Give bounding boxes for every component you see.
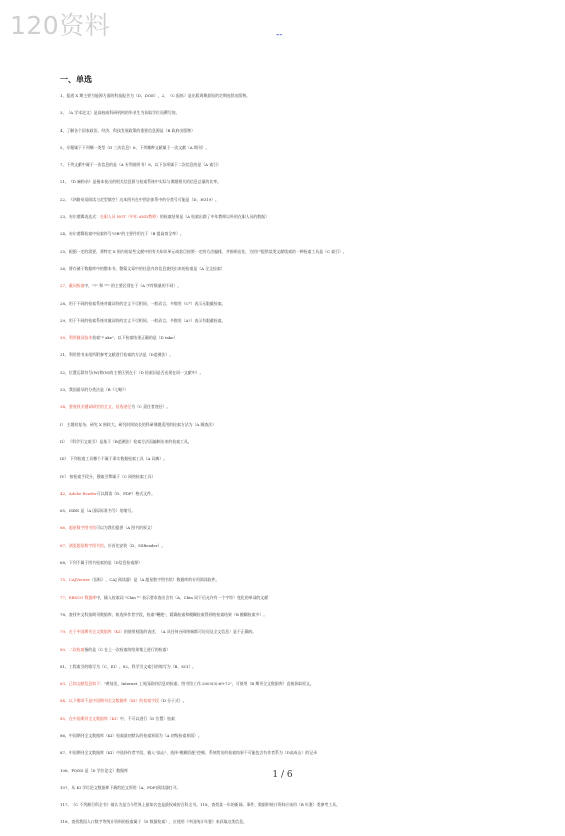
question-text: I） 主题较复杂，研究 X 围较大，研究时间较长的科研课题适用的检索方法为（A 顺查法） [60, 421, 217, 427]
question-text: 指的是（C 在上一次检索的结果集上进行的检索） [84, 646, 171, 652]
question-line [60, 680, 510, 697]
question-line [60, 524, 510, 541]
question-text: 22、《四路英语阅读与定型填空》这本图书在中图法体系中的分类号可能是（D、H319）。 [60, 196, 219, 202]
question-line [60, 248, 510, 265]
question-line [60, 421, 510, 438]
question-line [60, 178, 510, 195]
question-line [60, 732, 510, 749]
question-text: 24、布尔逻辑检索中检索符号"OR"的主要作用在于（B 提高查全率）。 [60, 231, 184, 237]
question-line [60, 127, 510, 144]
question-line [60, 697, 510, 714]
question-list [60, 92, 510, 836]
question-line [60, 438, 510, 455]
question-line [60, 351, 510, 368]
question-text: （D 分子式）。 [158, 698, 187, 704]
question-line [60, 715, 510, 732]
question-line [60, 455, 510, 472]
highlighted-text: 84、以下哪项不是中国期刊全文数据库（KI）的检索字段 [60, 698, 159, 704]
question-text: 可以阅读（D、PDF）格式文件。 [96, 490, 155, 496]
question-line [60, 473, 510, 490]
question-text: 65、ISBN 是（A 国际标准书号）的缩写。 [60, 508, 136, 514]
question-text: 28、用于不同的检索系统对截词符的定义不尽相同，一般而言，多数用（C*）表示无限截检索。 [60, 300, 226, 306]
question-line [60, 369, 510, 386]
question-text: 118、查找我国人口数字等统计资料的检索属于（D 数据检索），应使用《中国统计年鉴》来获取这类信息。 [60, 819, 247, 825]
question-text: 107、从 KI 学位论文数据库下载的论文须用（A、PDF)阅读器打开。 [60, 784, 181, 790]
question-line [60, 542, 510, 559]
highlighted-text: 83、已知文献信息如下 [60, 681, 100, 687]
question-text: II） 《科学引文索引》是基于《B追溯法》检索方法而编制出来的检索工具。 [60, 438, 192, 444]
question-text: 78、查找中文科技期刊数据库，如选择作者字段，检索"鞭炮"，精确检索和模糊检索得到的检索结果（B 模糊检索多）。 [60, 611, 268, 617]
question-text: 中，"?" 和 "*" 的主要区别在于（A 字符数量的不同）。 [84, 283, 182, 289]
highlighted-text: 77、EBSCO 数据库 [60, 594, 97, 600]
question-text: 4、了解各个国家政治、经济、科技发展政策的重要信息源是（B 政府出版物） [60, 127, 195, 133]
question-line [60, 230, 510, 247]
question-line [60, 282, 510, 299]
question-text: 3、（A 学术论文）是高校或科研机构的毕业生为获取学位而撰写的。 [60, 110, 180, 116]
highlighted-text: 66、超星数字图书馆 [60, 525, 97, 531]
question-line [60, 213, 510, 230]
question-line [60, 317, 510, 334]
question-line [60, 490, 510, 507]
highlighted-text: 30、利用截词技术 [60, 335, 93, 341]
question-line [60, 507, 510, 524]
highlighted-text: 42、Adobe Reader [60, 490, 97, 496]
question-text: 81、工程索引的缩写为（C、EI）。82、科学引文索引的缩写为（B、SCI）。 [60, 663, 197, 669]
question-text: 32、位置运算符号(W)和(N)的主要区别在于（D 检索词是否出现在同一文献中）。 [60, 369, 204, 375]
question-line [60, 300, 510, 317]
question-text: 68、下列不属于图书检索的是（D信息检索源） [60, 560, 142, 566]
question-text: 检索"? ake"，以下检索结果正确的是（D take） [92, 335, 178, 341]
question-text: 86、中国期刊全文数据库（KI）检索最初默认的检索界面为（A 初级检索界面）。 [60, 732, 202, 738]
question-line [60, 403, 510, 420]
highlighted-text: 34、要查找关键词研究的全文，首选途径 [60, 404, 132, 410]
question-line [60, 92, 510, 109]
question-text: 23、布尔逻辑表达式： [60, 214, 100, 220]
question-line [60, 196, 510, 213]
question-text: 106、PQDD 是（D 学位论文）数据库 [60, 767, 128, 773]
question-text: （国标）、CAJ 阅读器）是（A 超星数字图书馆）数据库的专用阅读软件。 [89, 577, 220, 583]
question-line [60, 628, 510, 645]
highlighted-text: 80、二次检索 [60, 646, 85, 652]
question-text: 117、《C 不列颠百科全书》被认为是当今世界上最知名也是最权威的百科全书。118、查找某一年的新闻、事件、数据和统计资料应该用（B 年鉴）类参考工具。 [60, 802, 340, 808]
question-text: 21、《D 麻粉杂》是指本检出的相关信息源与检索系统中实际与课题相关的信息总量的比率。 [60, 179, 222, 185]
question-line [60, 749, 510, 766]
question-line [60, 784, 510, 801]
question-text: 的使用权限的表述，（A 从任何台网络端都可访问及全文信息）是不正确的。 [123, 629, 257, 635]
question-line [60, 646, 510, 663]
highlighted-text: 67、浏览超星数字图书馆 [60, 542, 104, 548]
question-text: ，应首先安装（D、SSReader）。 [103, 542, 166, 548]
question-text: 为（C 责任者途径）。 [131, 404, 171, 410]
question-text: 87、中国期刊全文数据库（KI）中选择作者字段，输入"高山"，选择"模糊匹配"控制，系统给出的检索结果不可能包含有作者系为（D高成山）的记录 [60, 750, 317, 756]
section-title: 一、单选 [60, 75, 92, 84]
highlighted-text: 85、在中国期刊全文数据库（KI） [60, 715, 120, 721]
question-line [60, 161, 510, 178]
question-line [60, 594, 510, 611]
question-text: IV） 按检索手段分，搜索引擎属于（C 网络检索工具） [60, 473, 156, 479]
question-text: 5、专题属于下列哪一类型（D 三次信息）6、下列哪种文献属于一次文献（A 期刊）。 [60, 144, 210, 150]
question-text: 可以为我们提供（A 图书的原文） [96, 525, 155, 531]
question-line [60, 334, 510, 351]
question-text: III） 下列检索工具哪个不属于事实数据检索工具（A 词典）。 [60, 456, 168, 462]
page-number: 1 / 6 [272, 770, 293, 780]
question-text: 31、利用图书末尾所附参考文献进行检索的方法是（D追溯法）。 [60, 352, 174, 358]
question-text: 25、根据一定的需要，将特定 X 围内的某些文献中的有关知识单元或款目按照一定的方法编排，并指明出处，为用户提供某类文献线索的一种检索工具是（C 索引）。 [60, 248, 347, 254]
question-line [60, 144, 510, 161]
question-text: 26、将存储于数据库中的整本书、整篇文章中的任意内容信息查找出来的检索是（A 全文检索） [60, 265, 225, 271]
question-line [60, 576, 510, 593]
highlighted-text: 27、截词检索 [60, 283, 85, 289]
question-line [60, 386, 510, 403]
site-logo: 120资料 [10, 11, 111, 40]
question-text: 29、用于不同的检索系统对截词符的定义不尽相同，一般而言，多数用（A?）表示有限截检索。 [60, 317, 226, 323]
question-text: 中，输入检索词 "Chin *" 表示要求查出含有（A、Chin 词干后允许有一个字符）变化的单词的文献 [96, 594, 269, 600]
question-line [60, 818, 510, 835]
question-text: 的检索结果是（A 检索出除了中年教师以外的在职人员的数据） [159, 214, 269, 220]
question-line [60, 265, 510, 282]
header-mark: -- [276, 30, 283, 40]
question-line [60, 801, 510, 818]
question-text: 33、我国最早的分类法是（B《七略》） [60, 387, 129, 393]
question-line [60, 109, 510, 126]
question-text: 1、报道 X 期主要为能源方面的科技报告为（D、DOE），2、（C 报纸）是出版周期最短的定期连续出版物。 [60, 93, 251, 98]
question-text: 中，不可以进行（D 位置）检索 [119, 715, 175, 721]
highlighted-text: 75、CAJViewer [60, 577, 90, 583]
question-text: 7、下列文献中属于一次信息的是（A 专利说明书）8、以下各项属于二次信息的是（A 索引） [60, 162, 221, 168]
question-text: ："黄灿龙、Internet 上英国政府信息的检索、图书馆工作,2003(3):69-72"，可使用（B 期刊全文数据库）直接获取原文。 [99, 681, 314, 687]
question-line [60, 611, 510, 628]
highlighted-text: 79、在于中国期刊全文数据库（KI） [60, 629, 124, 635]
question-line [60, 663, 510, 680]
highlighted-text: 在职人员 NOT（中年 AND教师） [99, 214, 160, 220]
question-line [60, 559, 510, 576]
